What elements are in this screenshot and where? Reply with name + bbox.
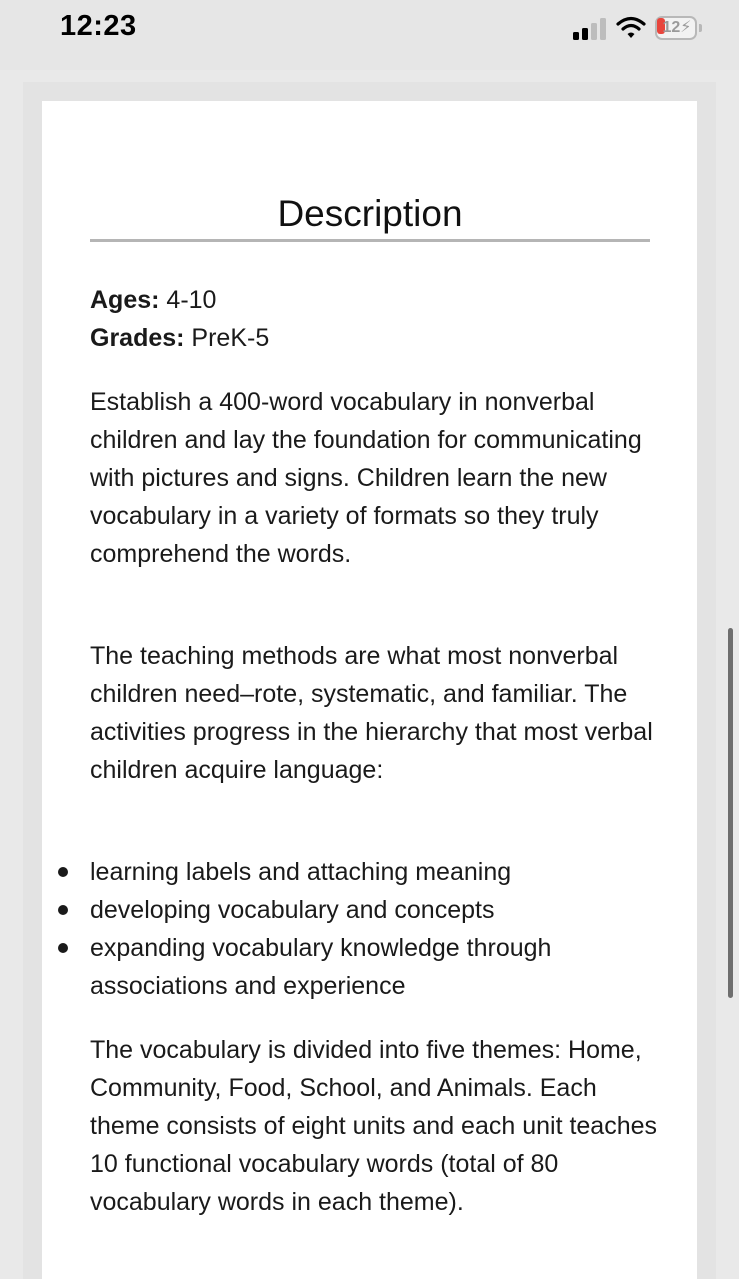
- status-time: 12:23: [60, 10, 137, 42]
- cellular-signal-icon: [573, 18, 607, 40]
- grades-line: [90, 319, 269, 357]
- wifi-icon: [616, 16, 646, 40]
- grades-label: Grades:: [90, 324, 185, 352]
- status-bar: [0, 0, 739, 70]
- ages-label: Ages:: [90, 286, 160, 314]
- list-item: expanding vocabulary knowledge through associations and experience: [42, 929, 662, 1005]
- list-item: developing vocabulary and concepts: [42, 891, 662, 929]
- list-item: learning labels and attaching meaning: [42, 853, 662, 891]
- scrollbar[interactable]: [728, 628, 733, 998]
- paragraph-methods: The teaching methods are what most nonverbal children need–rote, systematic, and familiar. The activities progress in the hierarchy that most verbal children acquire language:: [90, 642, 653, 784]
- paragraph-themes: The vocabulary is divided into five themes: Home, Community, Food, School, and Animals. Each theme consists of eight units and each unit teaches 10 functional vocabulary words (total of 80 vocabulary words in each theme).: [90, 1036, 658, 1216]
- bullet-icon: [58, 867, 68, 877]
- ages-value: 4-10: [159, 286, 217, 314]
- ages-line: [90, 281, 216, 319]
- battery-level: 12⚡︎: [662, 19, 692, 36]
- bullet-icon: [58, 943, 68, 953]
- battery-icon: [655, 16, 699, 40]
- paragraph-intro: Establish a 400-word vocabulary in nonverbal children and lay the foundation for communicating with pictures and signs. Children learn the new vocabulary in a variety of formats so they truly comprehend the words.: [90, 388, 642, 568]
- page-title: Description: [277, 193, 463, 234]
- description-card: [42, 101, 697, 1279]
- bullet-icon: [58, 905, 68, 915]
- hierarchy-list: [42, 853, 662, 1005]
- grades-value: PreK-5: [184, 324, 270, 352]
- title-divider: [90, 239, 650, 242]
